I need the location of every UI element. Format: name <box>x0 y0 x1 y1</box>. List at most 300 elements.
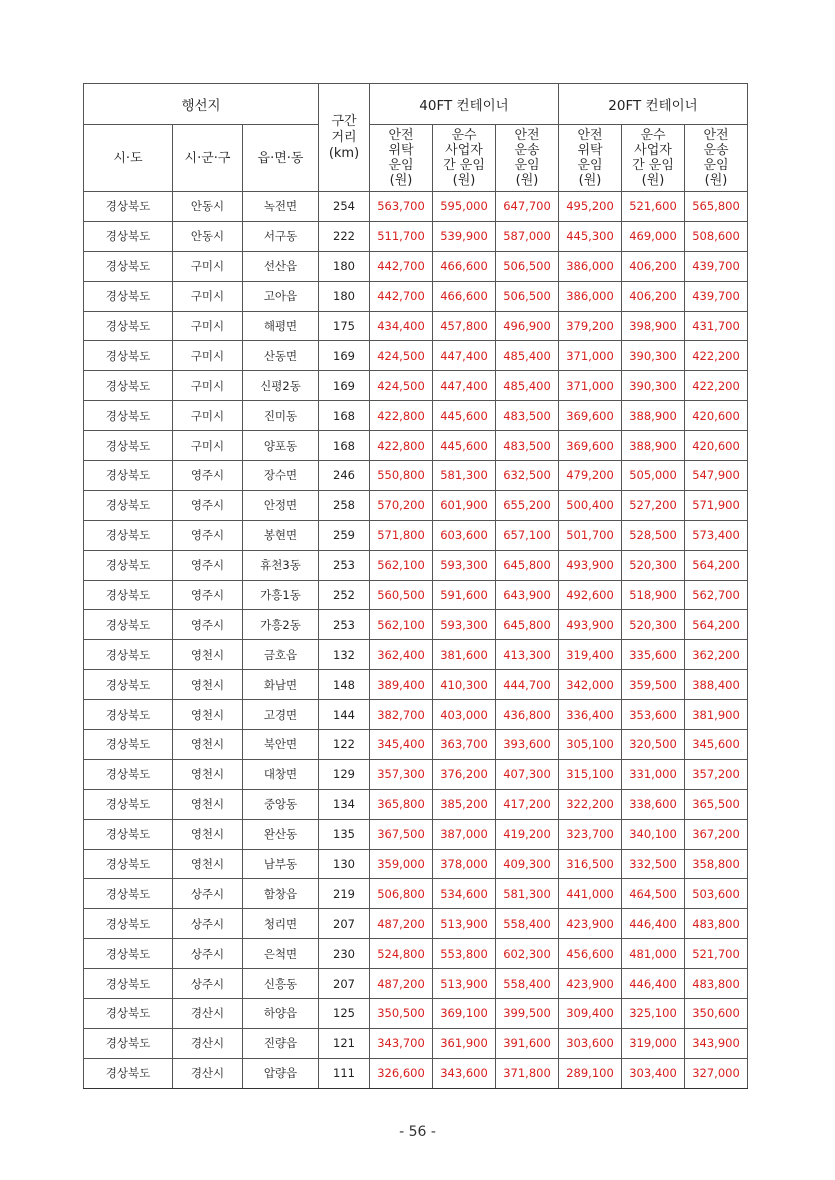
cell-eupmyeondong: 화남면 <box>243 670 319 700</box>
cell-sigungu: 영주시 <box>173 580 243 610</box>
cell-sido: 경상북도 <box>84 849 173 879</box>
cell-40ft-safe-transport: 417,200 <box>496 789 559 819</box>
header-40ft-safe-trust: 안전 위탁 운임 (원) <box>370 125 433 192</box>
cell-40ft-safe-transport: 558,400 <box>496 969 559 999</box>
cell-20ft-safe-trust: 371,000 <box>559 371 622 401</box>
cell-sigungu: 경산시 <box>173 999 243 1029</box>
cell-40ft-safe-transport: 483,500 <box>496 401 559 431</box>
table-row <box>84 371 748 401</box>
cell-20ft-safe-trust: 305,100 <box>559 730 622 760</box>
cell-20ft-safe-transport: 350,600 <box>685 999 748 1029</box>
header-40ft-safe-transport: 안전 운송 운임 (원) <box>496 125 559 192</box>
cell-40ft-safe-transport: 371,800 <box>496 1058 559 1088</box>
table-row <box>84 550 748 580</box>
cell-20ft-safe-trust: 316,500 <box>559 849 622 879</box>
cell-sigungu: 안동시 <box>173 221 243 251</box>
cell-40ft-safe-trust: 382,700 <box>370 700 433 730</box>
cell-20ft-safe-transport: 564,200 <box>685 610 748 640</box>
cell-40ft-carrier: 343,600 <box>433 1058 496 1088</box>
cell-sido: 경상북도 <box>84 311 173 341</box>
cell-40ft-safe-transport: 558,400 <box>496 909 559 939</box>
cell-distance: 111 <box>319 1058 370 1088</box>
cell-20ft-safe-trust: 315,100 <box>559 759 622 789</box>
cell-20ft-safe-trust: 386,000 <box>559 281 622 311</box>
cell-40ft-safe-trust: 362,400 <box>370 640 433 670</box>
cell-20ft-safe-transport: 381,900 <box>685 700 748 730</box>
cell-distance: 144 <box>319 700 370 730</box>
cell-distance: 207 <box>319 969 370 999</box>
table-row <box>84 879 748 909</box>
table-row <box>84 490 748 520</box>
cell-20ft-carrier: 332,500 <box>622 849 685 879</box>
cell-sigungu: 영주시 <box>173 550 243 580</box>
cell-20ft-safe-transport: 365,500 <box>685 789 748 819</box>
cell-sido: 경상북도 <box>84 1058 173 1088</box>
cell-distance: 132 <box>319 640 370 670</box>
cell-eupmyeondong: 하양읍 <box>243 999 319 1029</box>
cell-20ft-safe-trust: 303,600 <box>559 1028 622 1058</box>
table-row <box>84 311 748 341</box>
cell-40ft-carrier: 513,900 <box>433 969 496 999</box>
cell-40ft-safe-trust: 506,800 <box>370 879 433 909</box>
cell-40ft-safe-trust: 367,500 <box>370 819 433 849</box>
cell-40ft-safe-trust: 571,800 <box>370 520 433 550</box>
header-20ft-safe-transport: 안전 운송 운임 (원) <box>685 125 748 192</box>
cell-20ft-carrier: 446,400 <box>622 969 685 999</box>
cell-20ft-carrier: 469,000 <box>622 221 685 251</box>
table-row <box>84 341 748 371</box>
cell-20ft-carrier: 406,200 <box>622 251 685 281</box>
header-eupmyeondong: 읍·면·동 <box>243 125 319 192</box>
cell-40ft-safe-trust: 560,500 <box>370 580 433 610</box>
cell-40ft-safe-trust: 424,500 <box>370 341 433 371</box>
cell-40ft-carrier: 553,800 <box>433 939 496 969</box>
cell-40ft-safe-transport: 436,800 <box>496 700 559 730</box>
cell-20ft-carrier: 338,600 <box>622 789 685 819</box>
cell-sido: 경상북도 <box>84 789 173 819</box>
cell-sido: 경상북도 <box>84 909 173 939</box>
table-row <box>84 789 748 819</box>
cell-20ft-safe-transport: 358,800 <box>685 849 748 879</box>
cell-40ft-safe-transport: 444,700 <box>496 670 559 700</box>
cell-40ft-safe-transport: 399,500 <box>496 999 559 1029</box>
cell-sido: 경상북도 <box>84 550 173 580</box>
cell-distance: 230 <box>319 939 370 969</box>
cell-20ft-carrier: 325,100 <box>622 999 685 1029</box>
cell-sido: 경상북도 <box>84 490 173 520</box>
cell-40ft-safe-trust: 350,500 <box>370 999 433 1029</box>
cell-eupmyeondong: 신평2동 <box>243 371 319 401</box>
cell-20ft-carrier: 390,300 <box>622 371 685 401</box>
cell-40ft-carrier: 466,600 <box>433 251 496 281</box>
cell-20ft-safe-transport: 345,600 <box>685 730 748 760</box>
table-row <box>84 969 748 999</box>
cell-sigungu: 영천시 <box>173 849 243 879</box>
cell-eupmyeondong: 휴천3동 <box>243 550 319 580</box>
cell-40ft-safe-transport: 632,500 <box>496 461 559 491</box>
cell-sido: 경상북도 <box>84 281 173 311</box>
cell-40ft-safe-transport: 602,300 <box>496 939 559 969</box>
cell-distance: 253 <box>319 610 370 640</box>
cell-eupmyeondong: 가흥2동 <box>243 610 319 640</box>
cell-40ft-carrier: 595,000 <box>433 192 496 222</box>
cell-sido: 경상북도 <box>84 580 173 610</box>
cell-40ft-safe-trust: 524,800 <box>370 939 433 969</box>
cell-20ft-safe-transport: 565,800 <box>685 192 748 222</box>
cell-40ft-safe-trust: 357,300 <box>370 759 433 789</box>
cell-eupmyeondong: 고아읍 <box>243 281 319 311</box>
cell-sido: 경상북도 <box>84 819 173 849</box>
cell-20ft-carrier: 359,500 <box>622 670 685 700</box>
cell-sigungu: 영주시 <box>173 520 243 550</box>
cell-20ft-safe-transport: 439,700 <box>685 251 748 281</box>
cell-20ft-safe-trust: 369,600 <box>559 401 622 431</box>
cell-sido: 경상북도 <box>84 371 173 401</box>
cell-20ft-safe-trust: 500,400 <box>559 490 622 520</box>
cell-40ft-safe-trust: 345,400 <box>370 730 433 760</box>
cell-sigungu: 구미시 <box>173 251 243 281</box>
cell-40ft-carrier: 387,000 <box>433 819 496 849</box>
cell-20ft-safe-trust: 423,900 <box>559 909 622 939</box>
cell-20ft-safe-trust: 492,600 <box>559 580 622 610</box>
cell-20ft-carrier: 319,000 <box>622 1028 685 1058</box>
cell-20ft-carrier: 388,900 <box>622 431 685 461</box>
cell-40ft-carrier: 363,700 <box>433 730 496 760</box>
cell-20ft-safe-transport: 571,900 <box>685 490 748 520</box>
cell-sigungu: 영천시 <box>173 759 243 789</box>
cell-sigungu: 구미시 <box>173 401 243 431</box>
table-row <box>84 1028 748 1058</box>
cell-20ft-carrier: 481,000 <box>622 939 685 969</box>
table-row <box>84 431 748 461</box>
cell-sigungu: 안동시 <box>173 192 243 222</box>
cell-eupmyeondong: 진량읍 <box>243 1028 319 1058</box>
cell-20ft-safe-trust: 342,000 <box>559 670 622 700</box>
cell-40ft-carrier: 447,400 <box>433 371 496 401</box>
table-row <box>84 520 748 550</box>
table-body <box>84 192 748 1089</box>
cell-20ft-safe-transport: 420,600 <box>685 431 748 461</box>
table-row <box>84 999 748 1029</box>
header-20ft-carrier: 운수 사업자 간 운임 (원) <box>622 125 685 192</box>
cell-distance: 246 <box>319 461 370 491</box>
cell-40ft-carrier: 593,300 <box>433 610 496 640</box>
header-sigungu: 시·군·구 <box>173 125 243 192</box>
cell-sido: 경상북도 <box>84 461 173 491</box>
cell-distance: 219 <box>319 879 370 909</box>
cell-eupmyeondong: 녹전면 <box>243 192 319 222</box>
cell-sido: 경상북도 <box>84 221 173 251</box>
cell-20ft-safe-transport: 547,900 <box>685 461 748 491</box>
table-row <box>84 819 748 849</box>
cell-sigungu: 상주시 <box>173 909 243 939</box>
page-number: - 56 - <box>399 1124 436 1140</box>
cell-20ft-safe-transport: 573,400 <box>685 520 748 550</box>
cell-40ft-carrier: 381,600 <box>433 640 496 670</box>
cell-40ft-safe-transport: 391,600 <box>496 1028 559 1058</box>
cell-distance: 168 <box>319 431 370 461</box>
cell-distance: 134 <box>319 789 370 819</box>
cell-sido: 경상북도 <box>84 341 173 371</box>
cell-sido: 경상북도 <box>84 939 173 969</box>
cell-20ft-safe-trust: 445,300 <box>559 221 622 251</box>
cell-sido: 경상북도 <box>84 670 173 700</box>
cell-sido: 경상북도 <box>84 700 173 730</box>
cell-40ft-safe-transport: 496,900 <box>496 311 559 341</box>
cell-20ft-carrier: 388,900 <box>622 401 685 431</box>
cell-20ft-safe-trust: 323,700 <box>559 819 622 849</box>
cell-40ft-safe-trust: 487,200 <box>370 969 433 999</box>
cell-sigungu: 상주시 <box>173 969 243 999</box>
cell-sido: 경상북도 <box>84 520 173 550</box>
cell-eupmyeondong: 은척면 <box>243 939 319 969</box>
cell-sigungu: 영천시 <box>173 819 243 849</box>
cell-40ft-safe-transport: 643,900 <box>496 580 559 610</box>
cell-distance: 252 <box>319 580 370 610</box>
cell-20ft-carrier: 446,400 <box>622 909 685 939</box>
cell-20ft-safe-trust: 423,900 <box>559 969 622 999</box>
cell-40ft-safe-trust: 389,400 <box>370 670 433 700</box>
header-20ft-safe-trust: 안전 위탁 운임 (원) <box>559 125 622 192</box>
cell-40ft-carrier: 385,200 <box>433 789 496 819</box>
table-row <box>84 610 748 640</box>
table-row <box>84 640 748 670</box>
cell-distance: 125 <box>319 999 370 1029</box>
cell-40ft-safe-transport: 419,200 <box>496 819 559 849</box>
header-40ft: 40FT 컨테이너 <box>370 84 559 125</box>
cell-20ft-carrier: 528,500 <box>622 520 685 550</box>
cell-distance: 258 <box>319 490 370 520</box>
cell-distance: 168 <box>319 401 370 431</box>
cell-20ft-safe-transport: 508,600 <box>685 221 748 251</box>
cell-20ft-safe-transport: 422,200 <box>685 341 748 371</box>
table-row <box>84 1058 748 1088</box>
cell-40ft-safe-trust: 422,800 <box>370 431 433 461</box>
cell-distance: 253 <box>319 550 370 580</box>
header-sido: 시·도 <box>84 125 173 192</box>
cell-20ft-carrier: 398,900 <box>622 311 685 341</box>
cell-eupmyeondong: 신흥동 <box>243 969 319 999</box>
cell-distance: 180 <box>319 251 370 281</box>
cell-sido: 경상북도 <box>84 1028 173 1058</box>
cell-eupmyeondong: 남부동 <box>243 849 319 879</box>
cell-distance: 175 <box>319 311 370 341</box>
cell-eupmyeondong: 금호읍 <box>243 640 319 670</box>
cell-20ft-safe-trust: 441,000 <box>559 879 622 909</box>
cell-40ft-safe-trust: 365,800 <box>370 789 433 819</box>
cell-40ft-safe-trust: 550,800 <box>370 461 433 491</box>
cell-sigungu: 경산시 <box>173 1058 243 1088</box>
cell-eupmyeondong: 압량읍 <box>243 1058 319 1088</box>
cell-40ft-carrier: 466,600 <box>433 281 496 311</box>
cell-40ft-safe-transport: 393,600 <box>496 730 559 760</box>
cell-sido: 경상북도 <box>84 431 173 461</box>
cell-distance: 148 <box>319 670 370 700</box>
cell-40ft-safe-trust: 424,500 <box>370 371 433 401</box>
table-row <box>84 251 748 281</box>
cell-40ft-safe-trust: 442,700 <box>370 251 433 281</box>
cell-distance: 130 <box>319 849 370 879</box>
cell-sigungu: 영천시 <box>173 730 243 760</box>
cell-40ft-safe-trust: 563,700 <box>370 192 433 222</box>
cell-sigungu: 구미시 <box>173 341 243 371</box>
cell-eupmyeondong: 함창읍 <box>243 879 319 909</box>
cell-distance: 207 <box>319 909 370 939</box>
cell-20ft-carrier: 520,300 <box>622 610 685 640</box>
cell-40ft-safe-transport: 407,300 <box>496 759 559 789</box>
cell-20ft-safe-transport: 562,700 <box>685 580 748 610</box>
cell-distance: 180 <box>319 281 370 311</box>
cell-40ft-safe-transport: 645,800 <box>496 610 559 640</box>
cell-20ft-carrier: 340,100 <box>622 819 685 849</box>
cell-20ft-safe-trust: 289,100 <box>559 1058 622 1088</box>
cell-eupmyeondong: 완산동 <box>243 819 319 849</box>
cell-eupmyeondong: 장수면 <box>243 461 319 491</box>
cell-sido: 경상북도 <box>84 401 173 431</box>
cell-eupmyeondong: 대창면 <box>243 759 319 789</box>
cell-40ft-carrier: 593,300 <box>433 550 496 580</box>
cell-40ft-safe-trust: 326,600 <box>370 1058 433 1088</box>
cell-40ft-safe-transport: 485,400 <box>496 341 559 371</box>
cell-eupmyeondong: 가흥1동 <box>243 580 319 610</box>
cell-distance: 254 <box>319 192 370 222</box>
cell-40ft-safe-transport: 655,200 <box>496 490 559 520</box>
cell-20ft-carrier: 335,600 <box>622 640 685 670</box>
cell-20ft-safe-trust: 319,400 <box>559 640 622 670</box>
cell-40ft-carrier: 445,600 <box>433 431 496 461</box>
cell-40ft-carrier: 447,400 <box>433 341 496 371</box>
cell-40ft-safe-transport: 413,300 <box>496 640 559 670</box>
cell-20ft-safe-trust: 386,000 <box>559 251 622 281</box>
cell-20ft-safe-transport: 343,900 <box>685 1028 748 1058</box>
cell-20ft-safe-transport: 327,000 <box>685 1058 748 1088</box>
cell-20ft-carrier: 353,600 <box>622 700 685 730</box>
cell-20ft-carrier: 505,000 <box>622 461 685 491</box>
header-region: 행선지 <box>84 84 319 125</box>
cell-40ft-carrier: 369,100 <box>433 999 496 1029</box>
cell-sigungu: 상주시 <box>173 939 243 969</box>
cell-sido: 경상북도 <box>84 969 173 999</box>
cell-sigungu: 영주시 <box>173 461 243 491</box>
table-header <box>84 84 748 192</box>
table-row <box>84 401 748 431</box>
cell-20ft-safe-transport: 357,200 <box>685 759 748 789</box>
cell-distance: 169 <box>319 371 370 401</box>
cell-20ft-carrier: 390,300 <box>622 341 685 371</box>
cell-40ft-carrier: 539,900 <box>433 221 496 251</box>
cell-eupmyeondong: 청리면 <box>243 909 319 939</box>
cell-20ft-safe-transport: 483,800 <box>685 909 748 939</box>
cell-sido: 경상북도 <box>84 251 173 281</box>
table-row <box>84 730 748 760</box>
cell-sigungu: 구미시 <box>173 431 243 461</box>
cell-sido: 경상북도 <box>84 610 173 640</box>
cell-sigungu: 영천시 <box>173 700 243 730</box>
cell-sigungu: 구미시 <box>173 311 243 341</box>
cell-sido: 경상북도 <box>84 879 173 909</box>
cell-eupmyeondong: 북안면 <box>243 730 319 760</box>
cell-40ft-safe-transport: 485,400 <box>496 371 559 401</box>
header-40ft-carrier: 운수 사업자 간 운임 (원) <box>433 125 496 192</box>
cell-20ft-safe-trust: 309,400 <box>559 999 622 1029</box>
cell-40ft-carrier: 403,000 <box>433 700 496 730</box>
cell-40ft-safe-transport: 506,500 <box>496 281 559 311</box>
table-row <box>84 580 748 610</box>
cell-40ft-carrier: 581,300 <box>433 461 496 491</box>
cell-40ft-safe-trust: 343,700 <box>370 1028 433 1058</box>
cell-40ft-carrier: 603,600 <box>433 520 496 550</box>
cell-20ft-carrier: 518,900 <box>622 580 685 610</box>
table-row <box>84 849 748 879</box>
cell-20ft-safe-transport: 422,200 <box>685 371 748 401</box>
cell-eupmyeondong: 선산읍 <box>243 251 319 281</box>
cell-20ft-carrier: 527,200 <box>622 490 685 520</box>
cell-40ft-safe-transport: 587,000 <box>496 221 559 251</box>
table-row <box>84 192 748 222</box>
cell-20ft-carrier: 521,600 <box>622 192 685 222</box>
cell-eupmyeondong: 봉현면 <box>243 520 319 550</box>
cell-40ft-carrier: 513,900 <box>433 909 496 939</box>
cell-20ft-carrier: 320,500 <box>622 730 685 760</box>
cell-sido: 경상북도 <box>84 730 173 760</box>
cell-20ft-safe-transport: 483,800 <box>685 969 748 999</box>
cell-20ft-safe-trust: 371,000 <box>559 341 622 371</box>
cell-40ft-safe-transport: 409,300 <box>496 849 559 879</box>
cell-40ft-safe-trust: 562,100 <box>370 550 433 580</box>
cell-40ft-safe-transport: 645,800 <box>496 550 559 580</box>
cell-20ft-safe-transport: 388,400 <box>685 670 748 700</box>
cell-sigungu: 영천시 <box>173 670 243 700</box>
cell-40ft-safe-trust: 422,800 <box>370 401 433 431</box>
cell-20ft-safe-trust: 495,200 <box>559 192 622 222</box>
table-row <box>84 759 748 789</box>
cell-sigungu: 영주시 <box>173 610 243 640</box>
cell-sigungu: 영천시 <box>173 789 243 819</box>
cell-40ft-carrier: 410,300 <box>433 670 496 700</box>
cell-distance: 222 <box>319 221 370 251</box>
cell-sigungu: 구미시 <box>173 281 243 311</box>
cell-40ft-safe-transport: 506,500 <box>496 251 559 281</box>
cell-sigungu: 구미시 <box>173 371 243 401</box>
cell-distance: 259 <box>319 520 370 550</box>
cell-20ft-safe-trust: 493,900 <box>559 550 622 580</box>
cell-40ft-safe-trust: 570,200 <box>370 490 433 520</box>
cell-eupmyeondong: 진미동 <box>243 401 319 431</box>
cell-eupmyeondong: 고경면 <box>243 700 319 730</box>
cell-20ft-safe-transport: 420,600 <box>685 401 748 431</box>
cell-20ft-carrier: 520,300 <box>622 550 685 580</box>
cell-40ft-carrier: 534,600 <box>433 879 496 909</box>
cell-sido: 경상북도 <box>84 999 173 1029</box>
table-row <box>84 221 748 251</box>
cell-40ft-carrier: 445,600 <box>433 401 496 431</box>
cell-sido: 경상북도 <box>84 640 173 670</box>
cell-distance: 122 <box>319 730 370 760</box>
cell-eupmyeondong: 안정면 <box>243 490 319 520</box>
cell-20ft-carrier: 464,500 <box>622 879 685 909</box>
cell-distance: 169 <box>319 341 370 371</box>
header-20ft: 20FT 컨테이너 <box>559 84 748 125</box>
cell-20ft-safe-transport: 503,600 <box>685 879 748 909</box>
cell-40ft-safe-trust: 434,400 <box>370 311 433 341</box>
cell-eupmyeondong: 산동면 <box>243 341 319 371</box>
cell-20ft-safe-trust: 336,400 <box>559 700 622 730</box>
cell-sigungu: 경산시 <box>173 1028 243 1058</box>
cell-40ft-carrier: 457,800 <box>433 311 496 341</box>
cell-40ft-safe-transport: 581,300 <box>496 879 559 909</box>
cell-40ft-safe-trust: 562,100 <box>370 610 433 640</box>
cell-sido: 경상북도 <box>84 759 173 789</box>
